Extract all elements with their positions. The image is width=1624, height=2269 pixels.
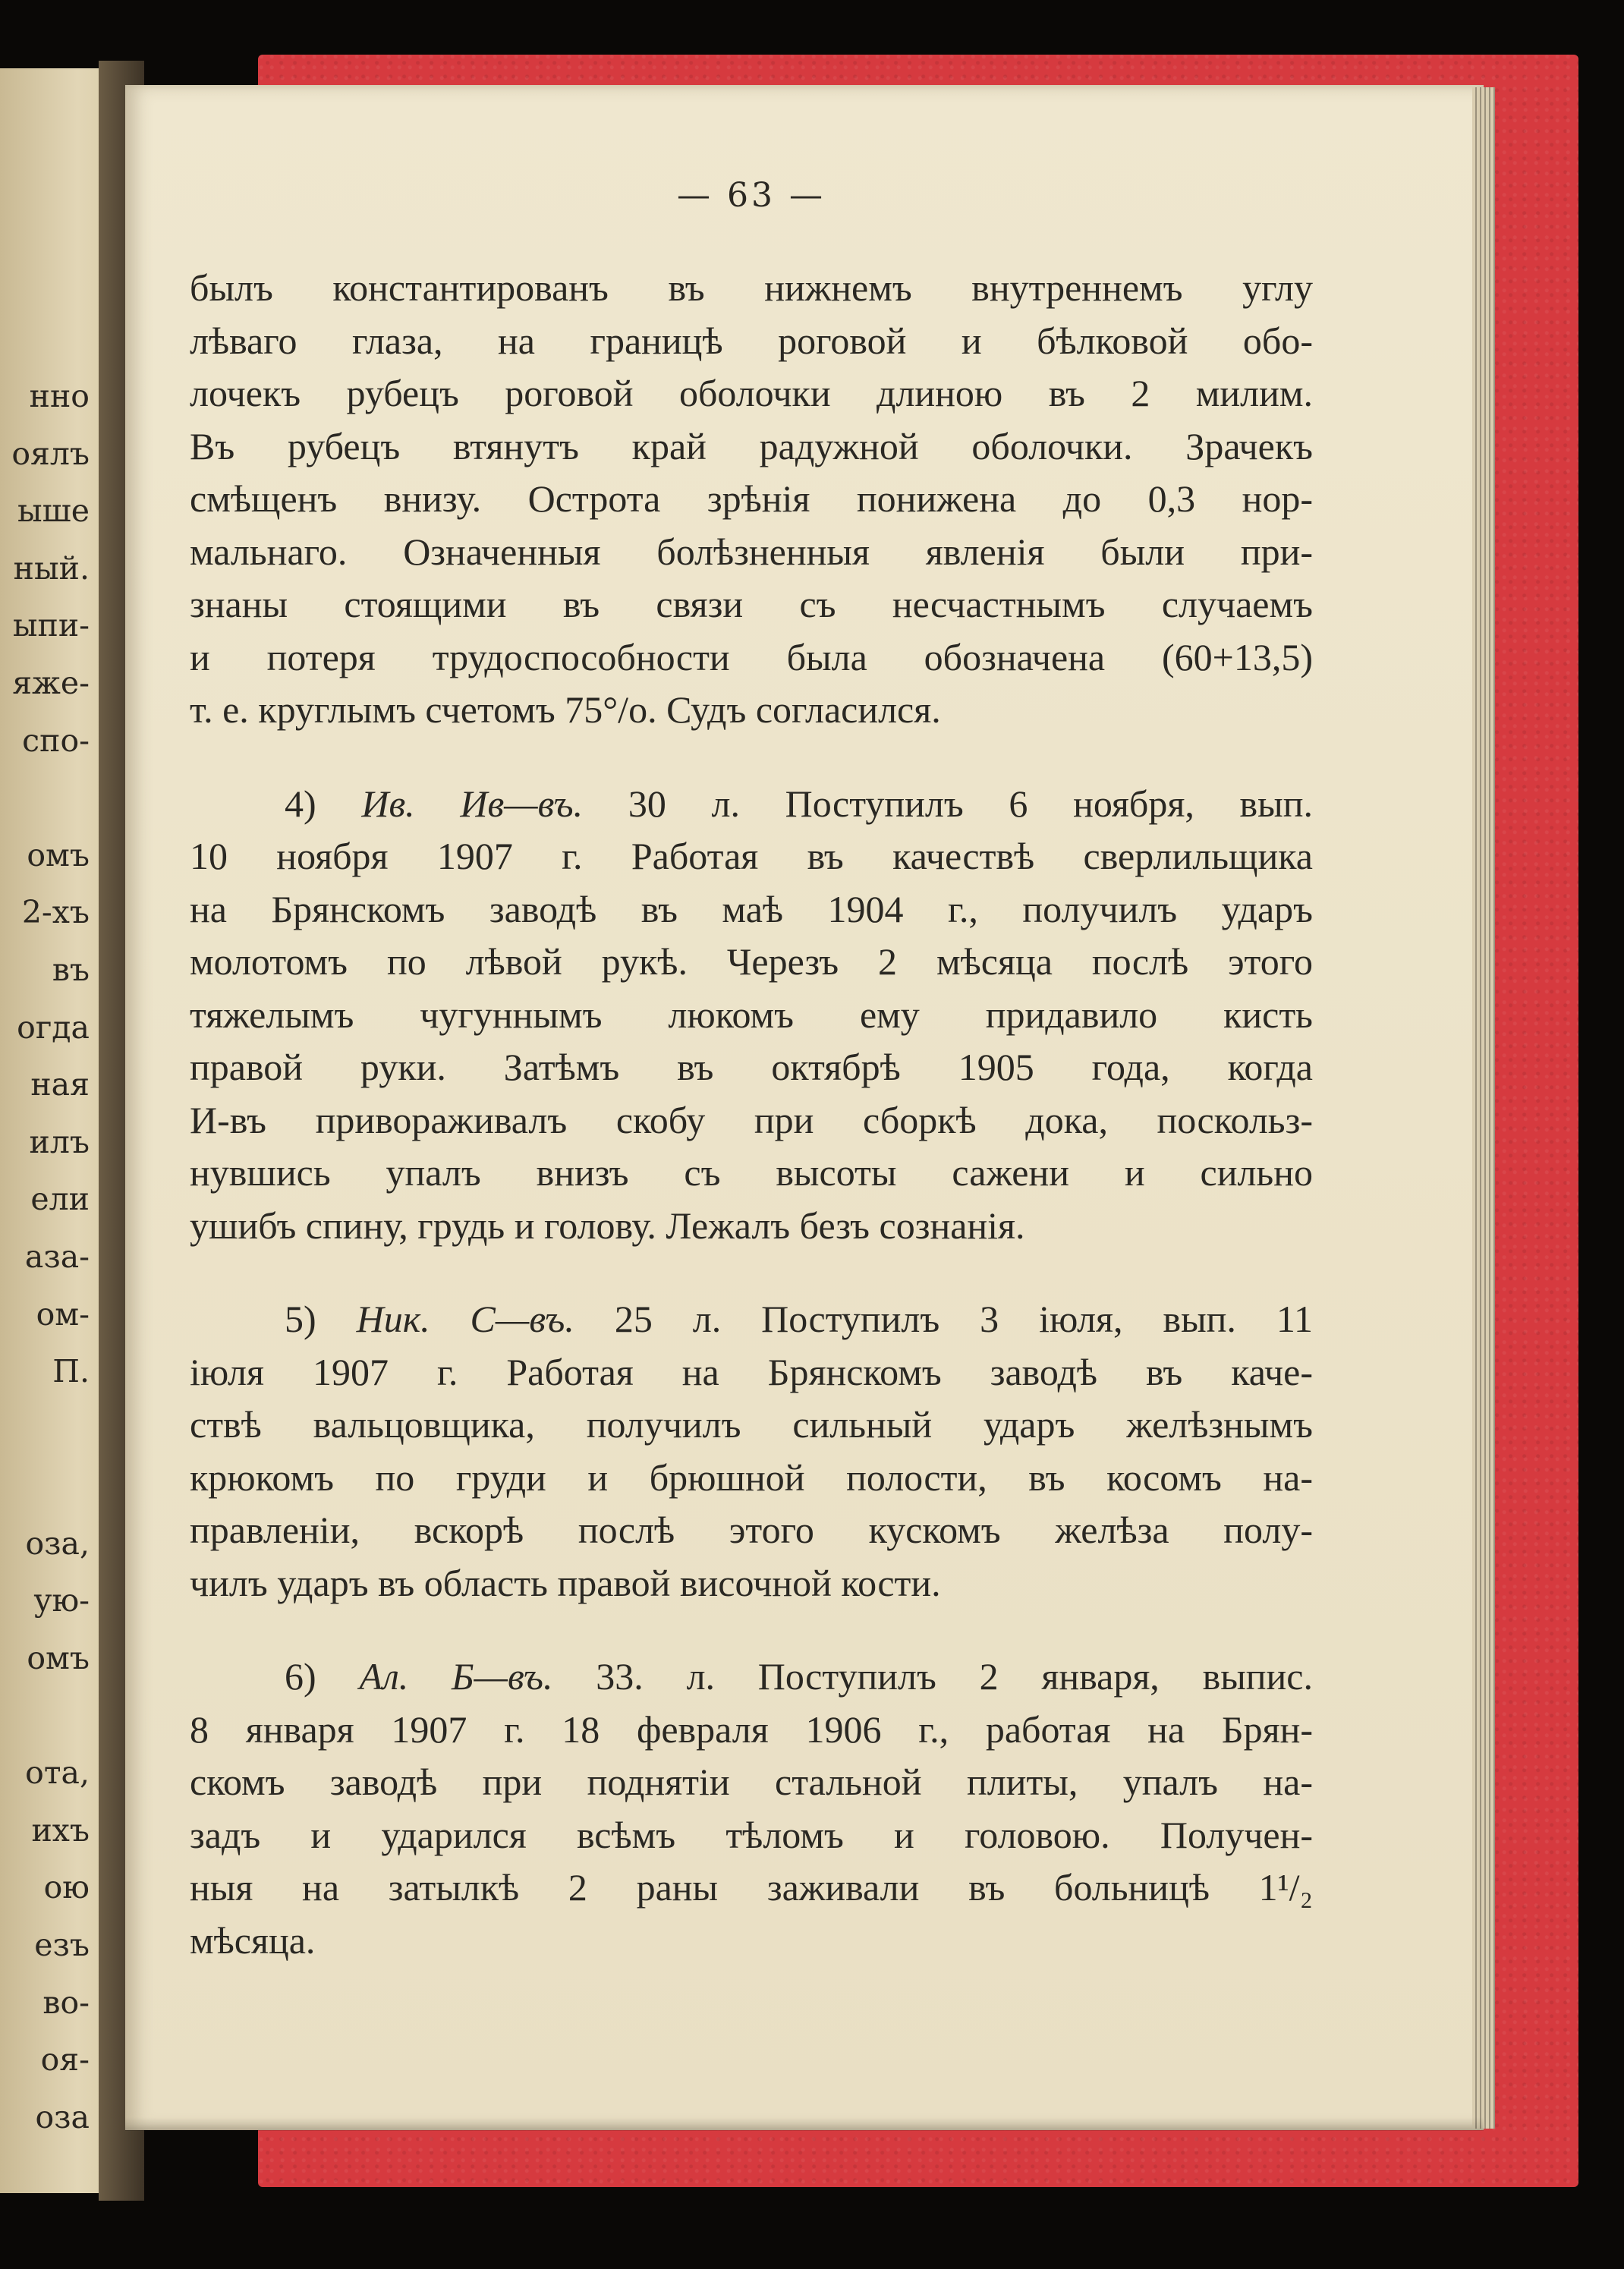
text-line: ныя на затылкѣ 2 раны заживали въ больницѣ 1¹/₂ xyxy=(190,1866,1313,1909)
text-line: былъ константированъ въ нижнемъ внутреннемъ углу xyxy=(190,266,1313,309)
left-fragment: ом- xyxy=(36,1295,90,1333)
left-fragment: ный. xyxy=(13,549,90,587)
case-first-line xyxy=(190,778,1313,831)
text-line: правленіи, вскорѣ послѣ этого кускомъ желѣза полу- xyxy=(190,1509,1313,1551)
text-line: 10 ноября 1907 г. Работая въ качествѣ сверлильщика xyxy=(190,835,1313,877)
left-fragment: ихъ xyxy=(31,1811,90,1849)
case-name: Ал. Б—въ. xyxy=(359,1655,553,1698)
paragraph-continuation xyxy=(190,262,1313,737)
text-line: смѣщенъ внизу. Острота зрѣнія понижена до 0,3 нор- xyxy=(190,477,1313,520)
text-line: Въ рубецъ втянутъ край радужной оболочки. Зрачекъ xyxy=(190,424,1313,467)
left-fragment: ыпи- xyxy=(12,607,90,644)
left-fragment: ели xyxy=(30,1181,90,1218)
text-line: И-въ привораживалъ скобу при сборкѣ дока, поскольз- xyxy=(190,1098,1313,1141)
text-line: правой руки. Затѣмъ въ октябрѣ 1905 года, когда xyxy=(190,1046,1313,1088)
case-number: 5) xyxy=(285,1298,316,1340)
text-line: нувшись упалъ внизъ съ высоты сажени и сильно xyxy=(190,1151,1313,1194)
text-line: іюля 1907 г. Работая на Брянскомъ заводѣ въ каче- xyxy=(190,1350,1313,1393)
text-line: тяжелымъ чугуннымъ люкомъ ему придавило кисть xyxy=(190,993,1313,1036)
case-6 xyxy=(190,1651,1313,1967)
case-first-line-text: 25 л. Поступилъ 3 іюля, вып. 11 xyxy=(614,1298,1314,1340)
left-fragment: огда xyxy=(17,1009,90,1046)
left-fragment: ою xyxy=(43,1869,90,1906)
case-first-line xyxy=(190,1651,1313,1704)
left-fragment: спо- xyxy=(22,722,90,759)
left-fragment: илъ xyxy=(29,1123,90,1160)
case-4 xyxy=(190,778,1313,1253)
case-first-line xyxy=(190,1293,1313,1346)
text-line: крюкомъ по груди и брюшной полости, въ косомъ на- xyxy=(190,1455,1313,1499)
left-fragment: оялъ xyxy=(11,435,90,472)
left-fragment: ыше xyxy=(17,493,90,530)
left-fragment: аза- xyxy=(24,1238,90,1275)
left-fragment: омъ xyxy=(27,1640,90,1677)
left-fragment xyxy=(0,1401,90,1459)
left-fragment: езъ xyxy=(34,1927,90,1964)
left-fragment xyxy=(0,1688,90,1745)
case-number: 4) xyxy=(285,782,316,825)
case-name: Ник. С—въ. xyxy=(356,1298,574,1340)
case-first-line-text: 30 л. Поступилъ 6 ноября, вып. xyxy=(628,782,1314,825)
left-fragment: ота, xyxy=(25,1754,90,1792)
left-fragment: въ xyxy=(52,951,90,988)
left-fragment xyxy=(0,769,90,827)
left-fragment: нно xyxy=(29,378,90,414)
text-line: мальнаго. Означенныя болѣзненныя явленія были при- xyxy=(190,530,1313,573)
case-number: 6) xyxy=(285,1655,316,1698)
left-fragment: П. xyxy=(52,1353,90,1390)
text-line: лѣваго глаза, на границѣ роговой и бѣлковой обо- xyxy=(190,319,1313,362)
text-line: мѣсяца. xyxy=(190,1918,316,1962)
left-fragment: во- xyxy=(42,1984,90,2021)
text-line: скомъ заводѣ при поднятіи стальной плиты, упалъ на- xyxy=(190,1761,1313,1803)
case-name: Ив. Ив—въ. xyxy=(361,782,584,825)
left-fragment: ую- xyxy=(33,1582,90,1619)
text-line: 8 января 1907 г. 18 февраля 1906 г., работая на Брян- xyxy=(190,1707,1313,1751)
text-line: молотомъ по лѣвой рукѣ. Черезъ 2 мѣсяца послѣ этого xyxy=(190,940,1313,983)
page-body xyxy=(190,262,1313,2008)
text-line: ушибъ спину, грудь и голову. Лежалъ безъ сознанія. xyxy=(190,1204,1025,1247)
left-fragment: оза xyxy=(35,2098,90,2135)
text-line: лочекъ рубецъ роговой оболочки длиною въ 2 милим. xyxy=(190,372,1313,414)
text-line: на Брянскомъ заводѣ въ маѣ 1904 г., получилъ ударъ xyxy=(190,887,1313,930)
text-line: и потеря трудоспособности была обозначена (60+13,5) xyxy=(190,635,1313,678)
left-fragment: яже- xyxy=(12,664,90,701)
case-5 xyxy=(190,1293,1313,1610)
left-fragment: оя- xyxy=(40,2041,90,2079)
previous-page-text xyxy=(0,368,90,2146)
left-fragment xyxy=(0,1458,90,1515)
left-fragment: 2-хъ xyxy=(21,894,90,931)
text-line: чилъ ударъ въ область правой височной кости. xyxy=(190,1561,941,1604)
text-line: т. е. круглымъ счетомъ 75°/о. Судъ согласился. xyxy=(190,688,941,731)
text-line: знаны стоящими въ связи съ несчастнымъ случаемъ xyxy=(190,583,1313,625)
page-shadow xyxy=(125,2117,1484,2131)
text-line: ствѣ вальцовщика, получилъ сильный ударъ желѣзнымъ xyxy=(190,1403,1313,1446)
page-number: — 63 — xyxy=(677,176,826,215)
case-first-line-text: 33. л. Поступилъ 2 января, выпис. xyxy=(596,1655,1313,1698)
left-fragment: оза, xyxy=(25,1525,90,1562)
left-fragment: ная xyxy=(30,1066,90,1103)
left-fragment: омъ xyxy=(27,836,90,873)
page-edges xyxy=(1472,87,1495,2129)
text-line: задъ и ударился всѣмъ тѣломъ и головою. Получен- xyxy=(190,1813,1313,1856)
